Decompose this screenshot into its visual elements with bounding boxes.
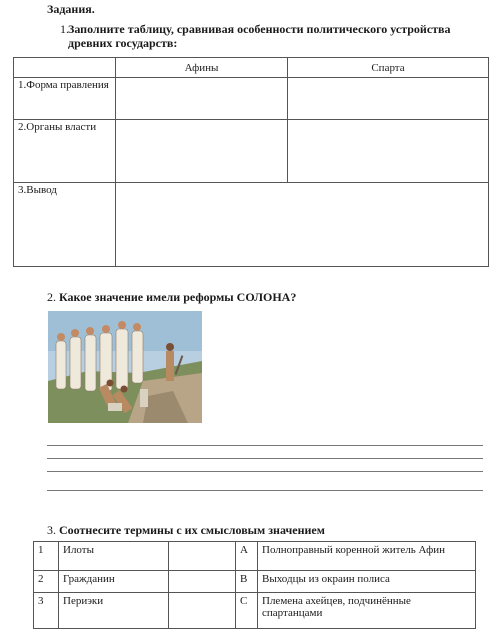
meaning-cell: Полноправный коренной житель Афин xyxy=(258,542,476,571)
term-number: 2 xyxy=(34,571,59,593)
task1-number: 1. xyxy=(60,22,69,36)
column-header-athens: Афины xyxy=(116,58,288,78)
task1-prompt xyxy=(60,22,468,50)
task1-text: Заполните таблицу, сравнивая особенности политического устройства древних государств: xyxy=(68,22,451,50)
answer-cell[interactable] xyxy=(169,571,236,593)
task3-text: Соотнесите термины с их смысловым значением xyxy=(59,523,325,537)
task2-text: Какое значение имели реформы СОЛОНА? xyxy=(59,290,297,304)
table-row xyxy=(34,593,476,629)
answer-line[interactable] xyxy=(47,471,483,472)
task2-prompt xyxy=(47,290,296,305)
column-header-sparta: Спарта xyxy=(288,58,489,78)
task3-prompt xyxy=(47,523,325,538)
answer-cell[interactable] xyxy=(169,593,236,629)
answer-cell[interactable] xyxy=(169,542,236,571)
meaning-letter: А xyxy=(236,542,258,571)
table-row xyxy=(14,78,489,120)
matching-table xyxy=(33,541,476,629)
comparison-header-row xyxy=(14,58,489,78)
cell-athens-authorities[interactable] xyxy=(116,120,288,183)
answer-line[interactable] xyxy=(47,490,483,491)
cell-sparta-form[interactable] xyxy=(288,78,489,120)
comparison-table xyxy=(13,57,489,267)
table-row xyxy=(14,120,489,183)
task2-number: 2. xyxy=(47,290,56,304)
term-cell: Периэки xyxy=(59,593,169,629)
table-row xyxy=(14,183,489,267)
meaning-cell: Племена ахейцев, подчинённые спартанцами xyxy=(258,593,476,629)
term-cell: Илоты xyxy=(59,542,169,571)
answer-line[interactable] xyxy=(47,445,483,446)
term-cell: Гражданин xyxy=(59,571,169,593)
meaning-letter: В xyxy=(236,571,258,593)
meaning-letter: С xyxy=(236,593,258,629)
task3-number: 3. xyxy=(47,523,56,537)
row-label-conclusion: 3.Вывод xyxy=(14,183,116,267)
term-number: 3 xyxy=(34,593,59,629)
table-row xyxy=(34,571,476,593)
row-label-form: 1.Форма правления xyxy=(14,78,116,120)
row-label-authorities: 2.Органы власти xyxy=(14,120,116,183)
answer-line[interactable] xyxy=(47,458,483,459)
term-number: 1 xyxy=(34,542,59,571)
page-heading: Задания. xyxy=(47,2,95,16)
comparison-corner-cell xyxy=(14,58,116,78)
cell-conclusion[interactable] xyxy=(116,183,489,267)
meaning-cell: Выходцы из окраин полиса xyxy=(258,571,476,593)
cell-sparta-authorities[interactable] xyxy=(288,120,489,183)
table-row xyxy=(34,542,476,571)
solon-illustration xyxy=(48,311,202,423)
cell-athens-form[interactable] xyxy=(116,78,288,120)
